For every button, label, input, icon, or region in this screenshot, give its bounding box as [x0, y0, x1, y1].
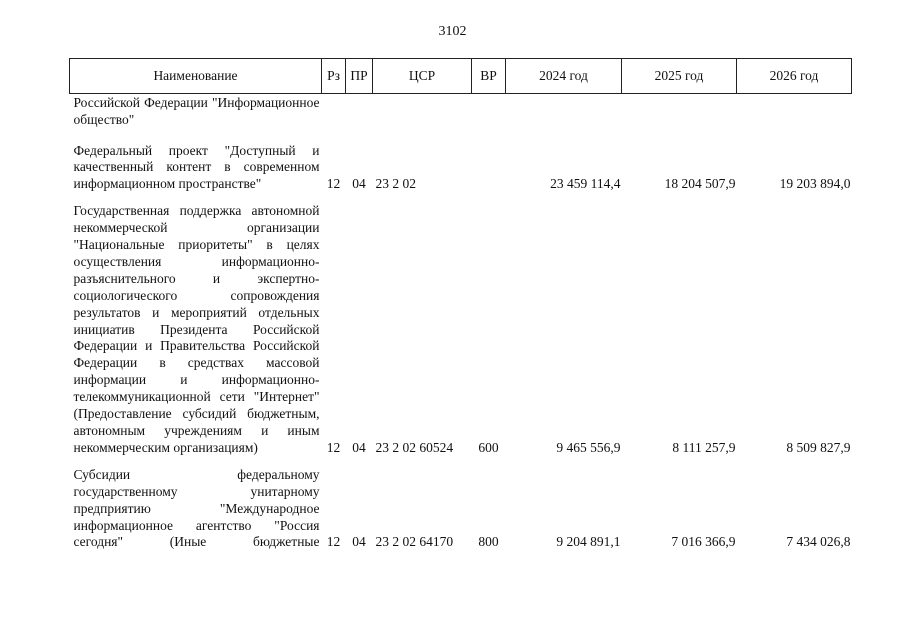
header-2024: 2024 год: [506, 59, 622, 94]
row-2025: 18 204 507,9: [664, 176, 736, 192]
row-pr: 04: [352, 176, 366, 192]
row-rz: 12: [326, 176, 341, 192]
row-vr: 600: [478, 439, 499, 455]
header-rz: Рз: [322, 59, 346, 94]
table-row: [70, 457, 852, 552]
row-csr: 23 2 02: [375, 176, 416, 192]
row-csr: 23 2 02 60524: [375, 439, 454, 455]
row-name: Российской Федерации "Информационное общество": [73, 95, 320, 127]
row-vr: [472, 132, 506, 194]
table-row: [70, 94, 852, 132]
row-vr: 800: [478, 534, 499, 550]
row-2026: 19 203 894,0: [779, 176, 851, 192]
budget-table: [69, 58, 852, 551]
page-number: 3102: [438, 24, 467, 39]
row-2026: [737, 94, 852, 132]
header-2025: 2025 год: [622, 59, 737, 94]
row-rz: [322, 94, 346, 132]
row-2024: 23 459 114,4: [550, 176, 621, 192]
header-name: Наименование: [70, 59, 322, 94]
row-pr: 04: [352, 534, 366, 550]
row-2024: 9 204 891,1: [556, 534, 621, 550]
row-vr: [472, 94, 506, 132]
row-name: Государственная поддержка автономной некоммерческой организации "Национальные приоритеты" в целях осуществления информационно-разъяснительного и экспертно-социологического сопровождения результатов и мероприятий отдельных инициатив Президента Российской Федерации и Правительства Российской Федерации в средствах массовой информации и информационно-телекоммуникационной сети "Интернет" (Предоставление субсидий бюджетным, автономным учреждениям и иным некоммерческим организациям): [73, 203, 320, 455]
row-name: Субсидии федеральному государственному унитарному предприятию "Международное информационное агентство "Россия сегодня" (Иные бюджетные: [73, 466, 320, 550]
header-vr: ВР: [472, 59, 506, 94]
row-2025: [622, 94, 737, 132]
header-pr: ПР: [346, 59, 373, 94]
row-rz: 12: [326, 439, 341, 455]
row-2026: 8 509 827,9: [786, 439, 851, 455]
table-header: [70, 59, 852, 94]
row-2025: 7 016 366,9: [671, 534, 736, 550]
row-2024: [506, 94, 622, 132]
header-csr: ЦСР: [373, 59, 472, 94]
table-row: [70, 132, 852, 194]
row-csr: [373, 94, 472, 132]
row-pr: 04: [352, 439, 366, 455]
header-2026: 2026 год: [737, 59, 852, 94]
row-csr: 23 2 02 64170: [375, 534, 454, 550]
row-pr: [346, 94, 373, 132]
row-2024: 9 465 556,9: [556, 439, 621, 455]
row-2026: 7 434 026,8: [786, 534, 851, 550]
table-row: [70, 193, 852, 457]
row-name: Федеральный проект "Доступный и качественный контент в современном информационном пространстве": [73, 142, 320, 192]
row-rz: 12: [326, 534, 341, 550]
row-2025: 8 111 257,9: [672, 439, 736, 455]
